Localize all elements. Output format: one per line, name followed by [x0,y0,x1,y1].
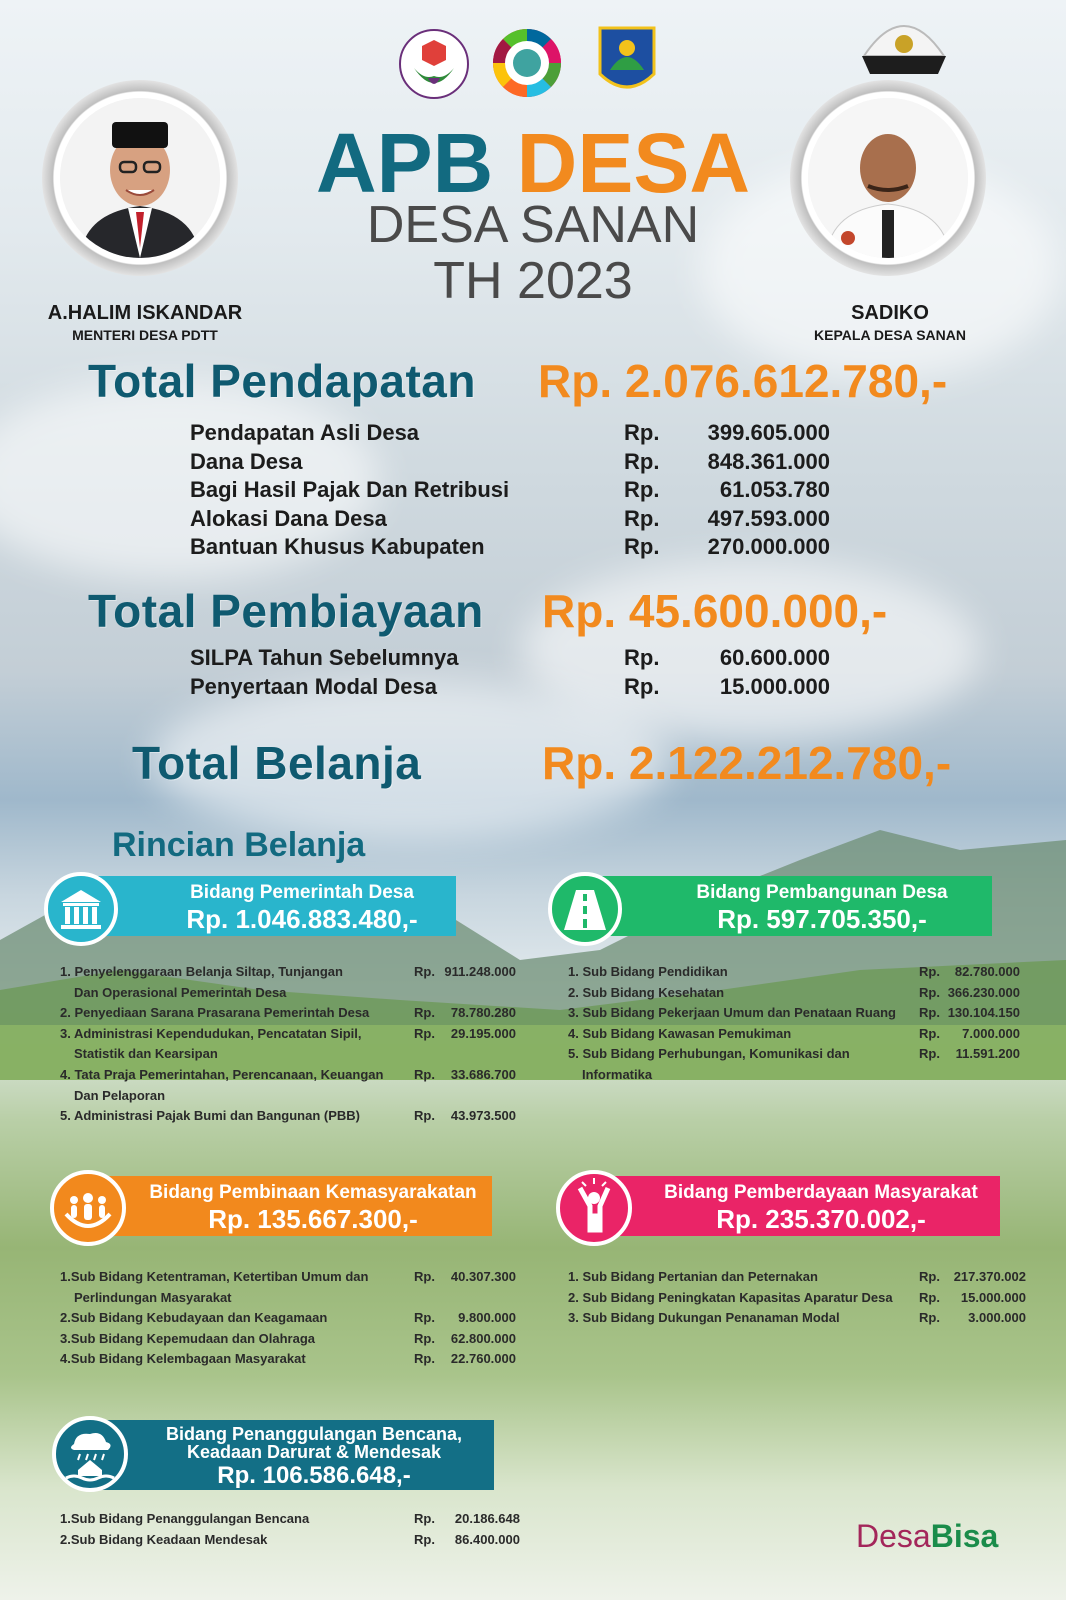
brand-desa: Desa [856,1518,931,1554]
bidang-pemerintah-item-currency: Rp. [414,1067,435,1082]
bidang-pembinaan-item [60,1329,520,1349]
bidang-pemberdayaan-item-currency: Rp. [919,1289,940,1305]
pembiayaan-row-currency: Rp. [624,645,660,670]
bidang-pembangunan-item [568,1024,1024,1044]
bidang-bencana-item-value: 20.186.648 [454,1511,520,1526]
bidang-pemerintah-item-value: 29.195.000 [450,1025,516,1041]
bidang-bencana-item-value: 86.400.000 [454,1531,520,1547]
village-head-name: SADIKO [851,302,929,324]
pendapatan-row-value: 61.053.780 [719,477,830,502]
pendapatan-row-label: Dana Desa [190,448,303,474]
bidang-pemerintah-item [60,1024,520,1044]
bidang-pemerintah-item-currency: Rp. [414,1005,435,1021]
bidang-pemerintah-item [60,1003,520,1023]
pendapatan-row-label: Bantuan Khusus Kabupaten [190,534,485,559]
bidang-pembinaan-amount: Rp. 135.667.300,- [208,1204,418,1234]
main-title [300,118,766,208]
bidang-bencana-item-label: 2.Sub Bidang Keadaan Mendesak [60,1531,268,1547]
bidang-pemerintah-amount: Rp. 1.046.883.480,- [186,904,418,934]
total-pendapatan-amount: Rp. 2.076.612.780,- [538,355,948,407]
bidang-pembinaan-item-label: 4.Sub Bidang Kelembagaan Masyarakat [60,1351,306,1367]
total-pendapatan-label: Total Pendapatan [88,355,476,407]
minister-role: MENTERI DESA PDTT [72,327,218,343]
bidang-pembinaan-item-label: 2.Sub Bidang Kebudayaan dan Keagamaan [60,1310,328,1326]
desa-bisa-brand [856,1518,998,1555]
bidang-pembangunan-title: Bidang Pembangunan Desa [696,882,948,903]
title-apb: APB [315,116,494,210]
bidang-pemerintah-item-currency: Rp. [414,1025,435,1041]
bidang-pemerintah-item-currency: Rp. [414,1108,435,1124]
bidang-pemberdayaan-header [592,1176,1000,1236]
total-belanja-label: Total Belanja [132,737,422,789]
pembiayaan-row [190,645,830,673]
bidang-pembangunan-header [588,876,992,936]
bidang-pembinaan-item-currency: Rp. [414,1351,435,1367]
sdgs-logo-icon [490,26,564,100]
fiscal-year: TH 2023 [433,252,633,310]
bidang-pemberdayaan-item [568,1267,1030,1287]
title-desa: DESA [516,116,751,210]
pendapatan-row [190,534,830,562]
bidang-pembinaan-item-continuation: Perlindungan Masyarakat [74,1289,232,1305]
bidang-pemerintah-item-label: 3. Administrasi Kependudukan, Pencatatan Sipil, [60,1025,362,1041]
minister-name: A.HALIM ISKANDAR [47,302,243,324]
bidang-pemberdayaan-item-value: 217.370.002 [953,1269,1026,1284]
bidang-pemerintah-item-value: 911.248.000 [444,964,516,979]
bidang-pembangunan-item-value: 366.230.000 [947,984,1020,1000]
village-name: DESA SANAN [366,196,700,254]
pendapatan-row-value: 270.000.000 [707,534,830,559]
pembiayaan-row-value: 60.600.000 [719,645,830,670]
pendapatan-row [190,449,830,477]
bidang-pembangunan-item-value: 130.104.150 [947,1005,1020,1021]
bidang-pemerintah-item [60,1065,520,1085]
bidang-pemerintah-item-label: 4. Tata Praja Pemerintahan, Perencanaan, Keuangan [60,1067,384,1082]
bidang-pembangunan-item-currency: Rp. [919,1005,940,1021]
pembiayaan-row-currency: Rp. [624,673,660,699]
bidang-pembangunan-item-label: 1. Sub Bidang Pendidikan [568,964,728,979]
minister-photo [60,98,220,258]
pendapatan-row-label: Pendapatan Asli Desa [190,420,420,445]
total-pembiayaan-label: Total Pembiayaan [88,585,484,637]
bidang-pemerintah-title: Bidang Pemerintah Desa [190,882,414,903]
pendapatan-row-currency: Rp. [624,505,660,531]
government-building-icon [44,872,118,946]
village-head-role: KEPALA DESA SANAN [814,327,966,343]
pendapatan-row-label: Alokasi Dana Desa [190,505,387,531]
bidang-pembinaan-item-value: 9.800.000 [458,1310,516,1326]
bidang-pemerintah-header [84,876,456,936]
bidang-pemerintah-item-value: 33.686.700 [450,1067,516,1082]
rincian-belanja-title: Rincian Belanja [112,826,366,864]
disaster-flood-icon [52,1416,128,1492]
bidang-bencana-amount: Rp. 106.586.648,- [217,1462,411,1489]
bidang-pembinaan-item-label: 1.Sub Bidang Ketentraman, Ketertiban Umum dan [60,1269,369,1284]
minister-photo-frame [42,80,238,276]
pembiayaan-row-value: 15.000.000 [719,673,830,699]
bidang-pemberdayaan-item [568,1288,1030,1308]
ministry-logo-icon [398,26,470,102]
bidang-pembangunan-item [568,962,1024,982]
bidang-pembinaan-item-currency: Rp. [414,1330,435,1346]
bidang-pembangunan-item-currency: Rp. [919,984,940,1000]
bidang-pemerintah-item-value: 78.780.280 [450,1005,516,1021]
bidang-bencana-item-currency: Rp. [414,1531,435,1547]
bidang-pemberdayaan-item [568,1308,1030,1328]
community-people-icon [50,1170,126,1246]
officer-cap-icon [858,4,950,84]
bidang-pembinaan-item-label: 3.Sub Bidang Kepemudaan dan Olahraga [60,1330,315,1346]
bidang-pemberdayaan-item-label: 3. Sub Bidang Dukungan Penanaman Modal [568,1310,840,1326]
pendapatan-row-label: Bagi Hasil Pajak Dan Retribusi [190,477,510,502]
pendapatan-row-value: 497.593.000 [707,505,830,531]
bidang-bencana-item-currency: Rp. [414,1511,435,1526]
bidang-pemerintah-item [60,1106,520,1126]
bidang-pemberdayaan-item-value: 15.000.000 [960,1289,1026,1305]
empowered-person-icon [556,1170,632,1246]
bidang-pembangunan-item-currency: Rp. [919,1046,940,1062]
pembiayaan-row-label: Penyertaan Modal Desa [190,673,437,699]
bidang-pembinaan-item-value: 22.760.000 [450,1351,516,1367]
pendapatan-row-currency: Rp. [624,448,660,474]
bidang-pembinaan-item-value: 62.800.000 [450,1330,516,1346]
bidang-pembinaan-item [60,1349,520,1369]
bidang-bencana-item-label: 1.Sub Bidang Penanggulangan Bencana [60,1511,310,1526]
bidang-pemberdayaan-item-label: 2. Sub Bidang Peningkatan Kapasitas Aparatur Desa [568,1289,893,1305]
bidang-pemerintah-item-label: 5. Administrasi Pajak Bumi dan Bangunan (PBB) [60,1108,361,1124]
total-belanja-amount: Rp. 2.122.212.780,- [542,737,952,789]
bidang-pemberdayaan-item-value: 3.000.000 [968,1310,1026,1326]
bidang-pembangunan-item-currency: Rp. [919,964,940,979]
brand-bisa: Bisa [930,1518,999,1554]
village-head-photo [808,98,968,258]
pendapatan-row-currency: Rp. [624,477,660,502]
bidang-pembangunan-item-continuation: Informatika [582,1067,653,1082]
bidang-pemerintah-item-value: 43.973.500 [450,1108,516,1124]
bidang-pembinaan-item [60,1267,520,1287]
pembiayaan-row-label: SILPA Tahun Sebelumnya [190,645,459,670]
pendapatan-row [190,477,830,505]
bidang-pembangunan-item-label: 4. Sub Bidang Kawasan Pemukiman [568,1025,792,1041]
bidang-bencana-title1: Bidang Penanggulangan Bencana, [165,1424,463,1444]
bidang-pemberdayaan-item-currency: Rp. [919,1269,940,1284]
bidang-pemerintah-item-label: 2. Penyediaan Sarana Prasarana Pemerintah Desa [60,1005,370,1021]
bidang-pemerintah-item-label: 1. Penyelenggaraan Belanja Siltap, Tunjangan [60,964,343,979]
bidang-bencana-header [94,1420,494,1490]
bidang-pemerintah-item-continuation: Statistik dan Kearsipan [74,1046,218,1062]
bidang-pembangunan-item-label: 5. Sub Bidang Perhubungan, Komunikasi dan [568,1046,850,1062]
bidang-pemberdayaan-item-currency: Rp. [919,1310,940,1326]
bidang-pembinaan-item-currency: Rp. [414,1310,435,1326]
bidang-pembinaan-title: Bidang Pembinaan Kemasyarakatan [149,1182,477,1203]
bidang-pembangunan-item-currency: Rp. [919,1025,940,1041]
pendapatan-row [190,506,830,534]
bidang-bencana-item [60,1530,524,1550]
bidang-bencana-item [60,1509,524,1529]
bidang-pemberdayaan-amount: Rp. 235.370.002,- [716,1204,926,1234]
bidang-pemerintah-item-continuation: Dan Pelaporan [74,1087,166,1103]
bidang-pembangunan-item [568,1003,1024,1023]
pendapatan-row-currency: Rp. [624,534,660,559]
bidang-pembinaan-item [60,1308,520,1328]
bidang-pembangunan-item [568,1044,1024,1064]
bidang-pembangunan-item-value: 11.591.200 [955,1046,1020,1062]
bidang-pembinaan-header [94,1176,492,1236]
bidang-pemerintah-item-continuation: Dan Operasional Pemerintah Desa [74,984,287,1000]
total-pembiayaan-amount: Rp. 45.600.000,- [542,585,888,637]
bidang-pembangunan-item-value: 82.780.000 [954,964,1020,979]
bidang-pembangunan-item-value: 7.000.000 [962,1025,1020,1041]
bidang-pemberdayaan-item-label: 1. Sub Bidang Pertanian dan Peternakan [568,1269,818,1284]
village-head-photo-frame [790,80,986,276]
road-icon [548,872,622,946]
bidang-bencana-title2: Keadaan Darurat & Mendesak [186,1442,442,1462]
bidang-pemerintah-item-currency: Rp. [414,964,435,979]
regency-logo-icon [596,24,658,102]
bidang-pembangunan-amount: Rp. 597.705.350,- [717,904,927,934]
bidang-pemerintah-item [60,962,520,982]
bidang-pemberdayaan-title: Bidang Pemberdayaan Masyarakat [664,1182,978,1203]
bidang-pembangunan-item-label: 2. Sub Bidang Kesehatan [568,984,725,1000]
bidang-pembangunan-item-label: 3. Sub Bidang Pekerjaan Umum dan Penataan Ruang [568,1005,896,1021]
pendapatan-row-value: 399.605.000 [707,420,830,445]
bidang-pembangunan-item [568,983,1024,1003]
bidang-pembinaan-item-value: 40.307.300 [450,1269,516,1284]
pembiayaan-row [190,674,830,702]
bidang-pembinaan-item-currency: Rp. [414,1269,435,1284]
pendapatan-row-currency: Rp. [624,420,660,445]
pendapatan-row [190,420,830,448]
pendapatan-row-value: 848.361.000 [707,448,830,474]
